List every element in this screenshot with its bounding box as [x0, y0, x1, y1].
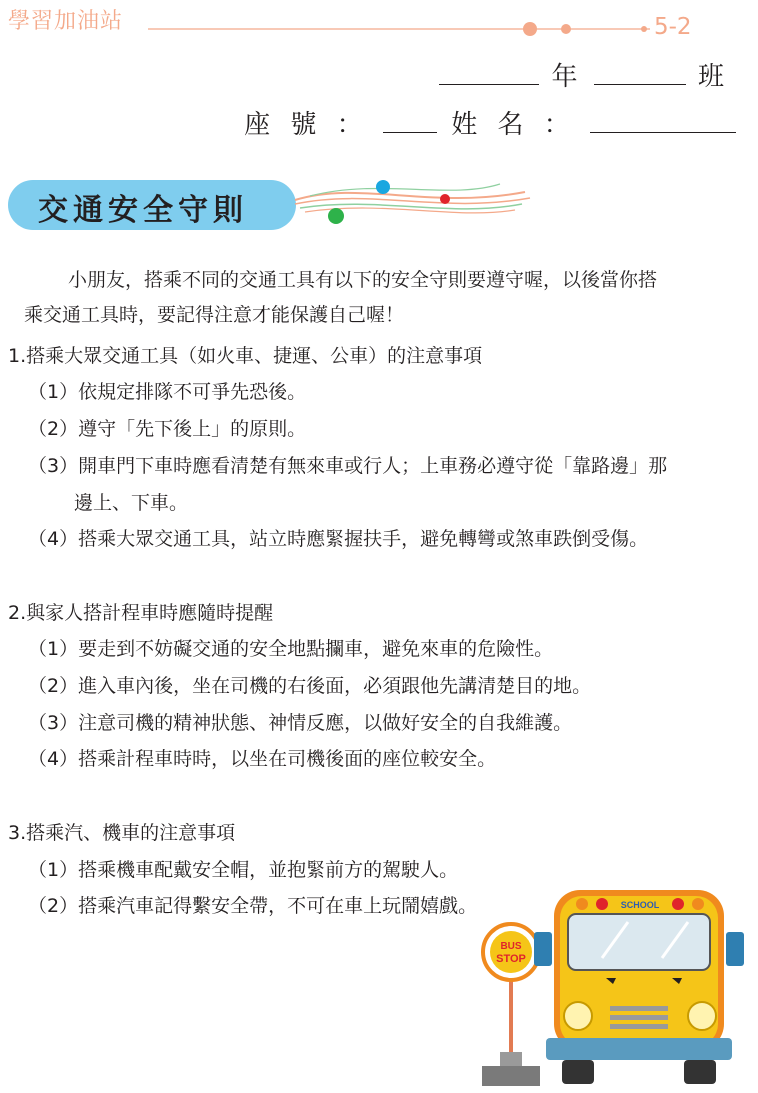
- section-2-item-3: （3）注意司機的精神狀態、神情反應，以做好安全的自我維護。: [28, 712, 573, 734]
- year-blank[interactable]: [439, 60, 539, 85]
- swoosh-decoration: [290, 170, 540, 230]
- page-number: 5-2: [654, 14, 692, 40]
- section-1-item-4: （4）搭乘大眾交通工具，站立時應緊握扶手，避免轉彎或煞車跌倒受傷。: [28, 528, 649, 550]
- section-3-item-2: （2）搭乘汽車記得繫安全帶，不可在車上玩鬧嬉戲。: [28, 895, 478, 917]
- intro-line-2: 乘交通工具時，要記得注意才能保護自己喔！: [24, 304, 405, 326]
- section-3-heading: 3.搭乘汽、機車的注意事項: [8, 822, 236, 844]
- lesson-title: 交通安全守則: [38, 193, 248, 228]
- header-title: 學習加油站: [8, 9, 124, 34]
- name-row: [244, 104, 736, 141]
- section-1-item-2: （2）遵守「先下後上」的原則。: [28, 418, 307, 440]
- section-1-heading: 1.搭乘大眾交通工具（如火車、捷運、公車）的注意事項: [8, 345, 483, 367]
- school-bus-illustration: [532, 888, 746, 1090]
- bus-school-text: SCHOOL: [620, 900, 660, 910]
- section-2-item-4: （4）搭乘計程車時時，以坐在司機後面的座位較安全。: [28, 748, 497, 770]
- bus-sign-text-2: STOP: [496, 953, 526, 965]
- section-1-item-1: （1）依規定排隊不可爭先恐後。: [28, 381, 307, 403]
- section-2-item-1: （1）要走到不妨礙交通的安全地點攔車，避免來車的危險性。: [28, 638, 554, 660]
- section-2-item-2: （2）進入車內後，坐在司機的右後面，必須跟他先講清楚目的地。: [28, 675, 592, 697]
- section-3-item-1: （1）搭乘機車配戴安全帽，並抱緊前方的駕駛人。: [28, 859, 459, 881]
- intro-line-1: 小朋友，搭乘不同的交通工具有以下的安全守則要遵守喔，以後當你搭: [68, 269, 658, 291]
- class-label: 班: [697, 62, 728, 92]
- section-2-heading: 2.與家人搭計程車時應隨時提醒: [8, 602, 274, 624]
- section-1-item-3: （3）開車門下車時應看清楚有無來車或行人；上車務必遵守從「靠路邊」那: [28, 455, 668, 477]
- header-decoration: [0, 0, 758, 50]
- year-label: 年: [551, 62, 582, 92]
- class-blank[interactable]: [594, 60, 686, 85]
- seat-blank[interactable]: [383, 108, 437, 133]
- name-label: 姓 名 ：: [451, 110, 576, 140]
- seat-label: 座 號 ：: [244, 110, 369, 140]
- section-1-item-3-cont: 邊上、下車。: [74, 492, 189, 514]
- bus-sign-text-1: BUS: [500, 941, 522, 952]
- class-row: [439, 56, 728, 93]
- name-blank[interactable]: [590, 108, 736, 133]
